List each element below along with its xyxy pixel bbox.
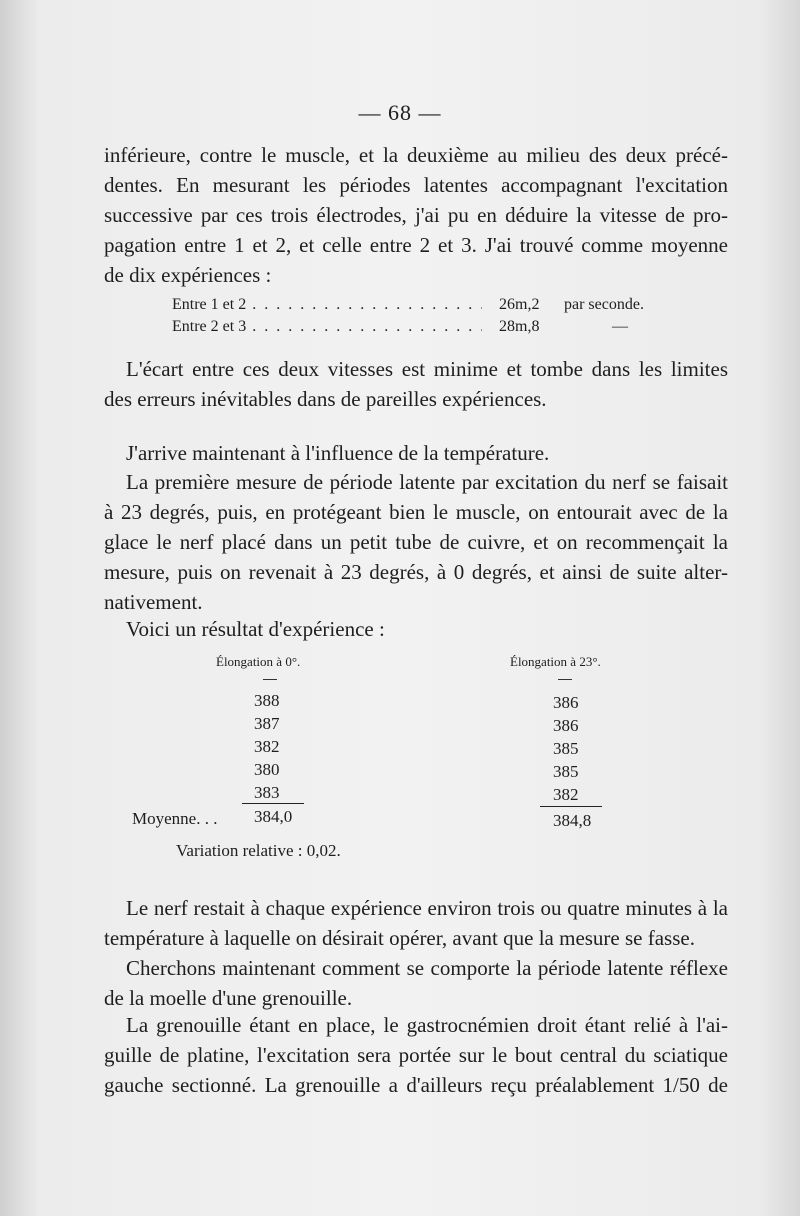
text-line: température à laquelle on désirait opérer, avant que la mesure se fasse. bbox=[104, 926, 695, 950]
text-line: Voici un résultat d'expérience : bbox=[126, 617, 385, 641]
speed-value: 28m,8 bbox=[499, 318, 540, 335]
text-line: Le nerf restait à chaque expérience environ trois ou quatre minutes à la bbox=[126, 896, 728, 920]
text-line: de la moelle d'une grenouille. bbox=[104, 986, 353, 1010]
text-line: nativement. bbox=[104, 590, 203, 614]
paragraph-result-intro bbox=[104, 614, 728, 644]
text-line: L'écart entre ces deux vitesses est minime et tombe dans les limites bbox=[126, 357, 728, 381]
paragraph-method bbox=[104, 467, 728, 617]
text-line: dentes. En mesurant les périodes latentes accompagnant l'excitation bbox=[104, 173, 728, 197]
value-0deg: 383 bbox=[254, 783, 280, 802]
value-23deg: 386 bbox=[553, 693, 579, 712]
relative-variation: Variation relative : 0,02. bbox=[176, 841, 341, 860]
paragraph-frog-setup bbox=[104, 1010, 728, 1100]
mean-0deg: 384,0 bbox=[254, 807, 293, 826]
value-23deg: 386 bbox=[553, 716, 579, 735]
speed-unit: par seconde. bbox=[564, 296, 644, 313]
column-header-23deg: Élongation à 23°. bbox=[510, 654, 601, 669]
mean-23deg: 384,8 bbox=[553, 811, 592, 830]
text-line: de dix expériences : bbox=[104, 263, 272, 287]
paragraph-nerve-duration bbox=[104, 893, 728, 953]
text-line: glace le nerf placé dans un petit tube de cuivre, et on recommençait la bbox=[104, 530, 728, 554]
text-line: successive par ces trois électrodes, j'ai pu en déduire la vitesse de pro- bbox=[104, 203, 728, 227]
text-line: mesure, puis on revenait à 23 degrés, à 0 degrés, et ainsi de suite alter- bbox=[104, 560, 728, 584]
paragraph-ecart bbox=[104, 354, 728, 414]
text-line: guille de platine, l'excitation sera portée sur le bout central du sciatique bbox=[104, 1043, 728, 1067]
page-number: — 68 — bbox=[358, 100, 442, 125]
text-line: des erreurs inévitables dans de pareilles expériences. bbox=[104, 387, 547, 411]
text-line: La grenouille étant en place, le gastrocnémien droit étant relié à l'ai- bbox=[126, 1013, 728, 1037]
text-line: inférieure, contre le muscle, et la deuxième au milieu des deux précé- bbox=[104, 143, 728, 167]
speed-unit: — bbox=[612, 318, 628, 335]
text-line: à 23 degrés, puis, en protégeant bien le muscle, on entourait avec de la bbox=[104, 500, 728, 524]
value-0deg: 382 bbox=[254, 737, 280, 756]
value-0deg: 387 bbox=[254, 714, 280, 733]
header-dash bbox=[558, 679, 572, 680]
text-line: Cherchons maintenant comment se comporte la période latente réflexe bbox=[126, 956, 728, 980]
paragraph-electrodes bbox=[104, 140, 728, 290]
speed-label: Entre 2 et 3 . . . bbox=[172, 318, 482, 336]
value-0deg: 380 bbox=[254, 760, 280, 779]
header-dash bbox=[263, 679, 277, 680]
paragraph-temperature bbox=[104, 438, 728, 468]
mean-label: Moyenne. . . bbox=[132, 809, 218, 828]
value-0deg: 388 bbox=[254, 691, 280, 710]
speed-label: Entre 1 et 2 . . . bbox=[172, 296, 482, 314]
value-23deg: 385 bbox=[553, 739, 579, 758]
speed-value: 26m,2 bbox=[499, 296, 540, 313]
text-line: La première mesure de période latente par excitation du nerf se faisait bbox=[126, 470, 728, 494]
sum-rule bbox=[242, 803, 304, 804]
value-23deg: 385 bbox=[553, 762, 579, 781]
value-23deg: 382 bbox=[553, 785, 579, 804]
text-line: pagation entre 1 et 2, et celle entre 2 et 3. J'ai trouvé comme moyenne bbox=[104, 233, 728, 257]
column-header-0deg: Élongation à 0°. bbox=[216, 654, 301, 669]
sum-rule bbox=[540, 806, 602, 807]
text-line: gauche sectionné. La grenouille a d'ailleurs reçu préalablement 1/50 de bbox=[104, 1073, 728, 1097]
text-line: J'arrive maintenant à l'influence de la température. bbox=[126, 441, 550, 465]
paragraph-reflex bbox=[104, 953, 728, 1013]
